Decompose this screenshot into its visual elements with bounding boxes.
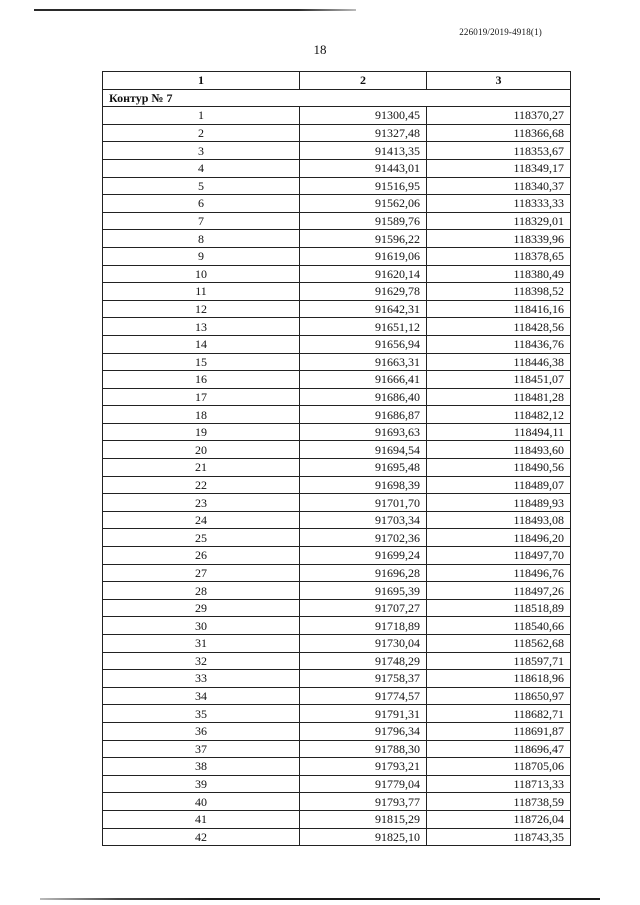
point-number: 35 bbox=[103, 705, 300, 723]
point-number: 23 bbox=[103, 494, 300, 512]
table-row bbox=[103, 195, 571, 213]
table-row bbox=[103, 318, 571, 336]
table-row bbox=[103, 388, 571, 406]
coordinate-x: 91413,35 bbox=[300, 142, 427, 160]
point-number: 2 bbox=[103, 124, 300, 142]
coordinate-y: 118493,08 bbox=[427, 511, 571, 529]
coordinate-y: 118481,28 bbox=[427, 388, 571, 406]
point-number: 31 bbox=[103, 635, 300, 653]
coordinate-x: 91698,39 bbox=[300, 476, 427, 494]
coordinate-x: 91774,57 bbox=[300, 687, 427, 705]
point-number: 26 bbox=[103, 547, 300, 565]
group-row bbox=[103, 89, 571, 107]
point-number: 33 bbox=[103, 670, 300, 688]
bottom-rule bbox=[40, 898, 600, 900]
coordinate-x: 91562,06 bbox=[300, 195, 427, 213]
coordinate-x: 91694,54 bbox=[300, 441, 427, 459]
table-row bbox=[103, 371, 571, 389]
point-number: 24 bbox=[103, 511, 300, 529]
point-number: 42 bbox=[103, 828, 300, 846]
coordinate-y: 118451,07 bbox=[427, 371, 571, 389]
coordinate-x: 91825,10 bbox=[300, 828, 427, 846]
table-row bbox=[103, 476, 571, 494]
coordinate-y: 118496,20 bbox=[427, 529, 571, 547]
coordinate-y: 118682,71 bbox=[427, 705, 571, 723]
coordinate-y: 118518,89 bbox=[427, 599, 571, 617]
coordinate-y: 118482,12 bbox=[427, 406, 571, 424]
coordinate-x: 91707,27 bbox=[300, 599, 427, 617]
coordinate-x: 91642,31 bbox=[300, 300, 427, 318]
coordinate-x: 91686,40 bbox=[300, 388, 427, 406]
coordinate-y: 118738,59 bbox=[427, 793, 571, 811]
coordinate-x: 91651,12 bbox=[300, 318, 427, 336]
point-number: 4 bbox=[103, 159, 300, 177]
table-row bbox=[103, 159, 571, 177]
table-row bbox=[103, 423, 571, 441]
point-number: 17 bbox=[103, 388, 300, 406]
point-number: 7 bbox=[103, 212, 300, 230]
coordinate-y: 118705,06 bbox=[427, 758, 571, 776]
table-row bbox=[103, 177, 571, 195]
coordinate-y: 118496,76 bbox=[427, 564, 571, 582]
table-row bbox=[103, 758, 571, 776]
coordinate-x: 91788,30 bbox=[300, 740, 427, 758]
table-row bbox=[103, 635, 571, 653]
table-row bbox=[103, 230, 571, 248]
table-row bbox=[103, 124, 571, 142]
table-row bbox=[103, 406, 571, 424]
coordinate-y: 118497,26 bbox=[427, 582, 571, 600]
coordinate-y: 118618,96 bbox=[427, 670, 571, 688]
point-number: 28 bbox=[103, 582, 300, 600]
coordinate-x: 91620,14 bbox=[300, 265, 427, 283]
coordinate-x: 91793,77 bbox=[300, 793, 427, 811]
table-row bbox=[103, 547, 571, 565]
column-header-2: 2 bbox=[300, 72, 427, 90]
top-rule bbox=[34, 9, 356, 11]
coordinate-x: 91589,76 bbox=[300, 212, 427, 230]
point-number: 18 bbox=[103, 406, 300, 424]
coordinate-x: 91516,95 bbox=[300, 177, 427, 195]
point-number: 20 bbox=[103, 441, 300, 459]
point-number: 14 bbox=[103, 335, 300, 353]
coordinate-x: 91730,04 bbox=[300, 635, 427, 653]
point-number: 11 bbox=[103, 283, 300, 301]
document-number: 226019/2019-4918(1) bbox=[459, 27, 542, 37]
table-header-row bbox=[103, 72, 571, 90]
coordinate-y: 118380,49 bbox=[427, 265, 571, 283]
point-number: 9 bbox=[103, 247, 300, 265]
coordinate-x: 91695,48 bbox=[300, 459, 427, 477]
point-number: 5 bbox=[103, 177, 300, 195]
column-header-1: 1 bbox=[103, 72, 300, 90]
coordinate-y: 118436,76 bbox=[427, 335, 571, 353]
coordinate-x: 91758,37 bbox=[300, 670, 427, 688]
table-row bbox=[103, 212, 571, 230]
coordinate-x: 91693,63 bbox=[300, 423, 427, 441]
point-number: 40 bbox=[103, 793, 300, 811]
point-number: 21 bbox=[103, 459, 300, 477]
table-row bbox=[103, 529, 571, 547]
coordinate-x: 91443,01 bbox=[300, 159, 427, 177]
coordinate-x: 91699,24 bbox=[300, 547, 427, 565]
coordinate-y: 118540,66 bbox=[427, 617, 571, 635]
point-number: 29 bbox=[103, 599, 300, 617]
coordinate-x: 91815,29 bbox=[300, 810, 427, 828]
coordinate-x: 91796,34 bbox=[300, 722, 427, 740]
coordinate-y: 118428,56 bbox=[427, 318, 571, 336]
coordinate-y: 118691,87 bbox=[427, 722, 571, 740]
coordinate-y: 118713,33 bbox=[427, 775, 571, 793]
point-number: 22 bbox=[103, 476, 300, 494]
coordinate-x: 91718,89 bbox=[300, 617, 427, 635]
point-number: 6 bbox=[103, 195, 300, 213]
point-number: 39 bbox=[103, 775, 300, 793]
point-number: 19 bbox=[103, 423, 300, 441]
table-row bbox=[103, 564, 571, 582]
table-row bbox=[103, 142, 571, 160]
coordinate-y: 118353,67 bbox=[427, 142, 571, 160]
coordinate-x: 91779,04 bbox=[300, 775, 427, 793]
table-row bbox=[103, 652, 571, 670]
table-row bbox=[103, 335, 571, 353]
point-number: 13 bbox=[103, 318, 300, 336]
table-row bbox=[103, 705, 571, 723]
coordinate-x: 91702,36 bbox=[300, 529, 427, 547]
table-row bbox=[103, 300, 571, 318]
coordinate-y: 118494,11 bbox=[427, 423, 571, 441]
coordinate-y: 118497,70 bbox=[427, 547, 571, 565]
coordinate-y: 118370,27 bbox=[427, 107, 571, 125]
coordinate-x: 91791,31 bbox=[300, 705, 427, 723]
coordinate-x: 91695,39 bbox=[300, 582, 427, 600]
coordinate-x: 91300,45 bbox=[300, 107, 427, 125]
table-row bbox=[103, 441, 571, 459]
coordinate-y: 118726,04 bbox=[427, 810, 571, 828]
table-row bbox=[103, 247, 571, 265]
coordinate-x: 91793,21 bbox=[300, 758, 427, 776]
point-number: 8 bbox=[103, 230, 300, 248]
point-number: 36 bbox=[103, 722, 300, 740]
coordinate-x: 91327,48 bbox=[300, 124, 427, 142]
table-row bbox=[103, 265, 571, 283]
table-row bbox=[103, 793, 571, 811]
coordinate-y: 118489,07 bbox=[427, 476, 571, 494]
coordinate-y: 118650,97 bbox=[427, 687, 571, 705]
point-number: 34 bbox=[103, 687, 300, 705]
coordinate-y: 118493,60 bbox=[427, 441, 571, 459]
coordinate-x: 91596,22 bbox=[300, 230, 427, 248]
coordinate-y: 118349,17 bbox=[427, 159, 571, 177]
coordinate-x: 91686,87 bbox=[300, 406, 427, 424]
contour-label: Контур № 7 bbox=[103, 89, 571, 107]
table-row bbox=[103, 494, 571, 512]
coordinate-x: 91701,70 bbox=[300, 494, 427, 512]
column-header-3: 3 bbox=[427, 72, 571, 90]
coordinate-x: 91663,31 bbox=[300, 353, 427, 371]
table-row bbox=[103, 775, 571, 793]
coordinate-y: 118340,37 bbox=[427, 177, 571, 195]
page-number: 18 bbox=[313, 42, 327, 57]
table-row bbox=[103, 740, 571, 758]
point-number: 27 bbox=[103, 564, 300, 582]
point-number: 15 bbox=[103, 353, 300, 371]
table-row bbox=[103, 828, 571, 846]
table-row bbox=[103, 722, 571, 740]
point-number: 1 bbox=[103, 107, 300, 125]
point-number: 10 bbox=[103, 265, 300, 283]
coordinate-y: 118366,68 bbox=[427, 124, 571, 142]
table-row bbox=[103, 459, 571, 477]
table-row bbox=[103, 810, 571, 828]
coordinate-y: 118743,35 bbox=[427, 828, 571, 846]
table-row bbox=[103, 582, 571, 600]
coordinate-x: 91696,28 bbox=[300, 564, 427, 582]
coordinate-x: 91619,06 bbox=[300, 247, 427, 265]
table-row bbox=[103, 511, 571, 529]
coordinate-y: 118597,71 bbox=[427, 652, 571, 670]
point-number: 3 bbox=[103, 142, 300, 160]
point-number: 38 bbox=[103, 758, 300, 776]
coordinate-y: 118378,65 bbox=[427, 247, 571, 265]
coordinate-x: 91656,94 bbox=[300, 335, 427, 353]
coordinate-y: 118696,47 bbox=[427, 740, 571, 758]
point-number: 41 bbox=[103, 810, 300, 828]
coordinate-y: 118446,38 bbox=[427, 353, 571, 371]
coordinate-x: 91703,34 bbox=[300, 511, 427, 529]
coordinate-y: 118490,56 bbox=[427, 459, 571, 477]
coordinate-x: 91666,41 bbox=[300, 371, 427, 389]
coordinate-y: 118398,52 bbox=[427, 283, 571, 301]
coordinate-y: 118339,96 bbox=[427, 230, 571, 248]
table-row bbox=[103, 670, 571, 688]
coordinates-table bbox=[102, 71, 571, 846]
coordinate-x: 91629,78 bbox=[300, 283, 427, 301]
table-row bbox=[103, 687, 571, 705]
point-number: 12 bbox=[103, 300, 300, 318]
table-row bbox=[103, 599, 571, 617]
point-number: 25 bbox=[103, 529, 300, 547]
point-number: 37 bbox=[103, 740, 300, 758]
table-row bbox=[103, 107, 571, 125]
coordinate-x: 91748,29 bbox=[300, 652, 427, 670]
table-row bbox=[103, 617, 571, 635]
coordinate-y: 118333,33 bbox=[427, 195, 571, 213]
coordinate-y: 118562,68 bbox=[427, 635, 571, 653]
table-row bbox=[103, 283, 571, 301]
point-number: 16 bbox=[103, 371, 300, 389]
coordinate-y: 118489,93 bbox=[427, 494, 571, 512]
point-number: 30 bbox=[103, 617, 300, 635]
point-number: 32 bbox=[103, 652, 300, 670]
coordinate-y: 118329,01 bbox=[427, 212, 571, 230]
table-row bbox=[103, 353, 571, 371]
coordinate-y: 118416,16 bbox=[427, 300, 571, 318]
